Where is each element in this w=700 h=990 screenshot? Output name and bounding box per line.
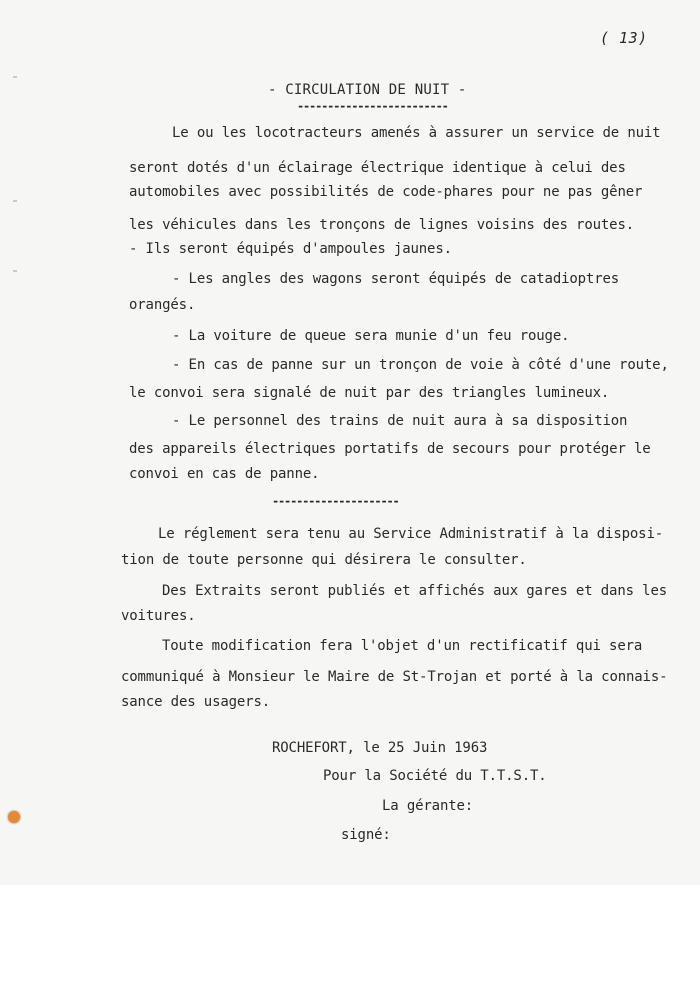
body-line: seront dotés d'un éclairage électrique identique à celui des: [129, 160, 626, 176]
body-line: automobiles avec possibilités de code-phares pour ne pas gêner: [129, 184, 643, 200]
body-line: - Le personnel des trains de nuit aura à sa disposition: [172, 413, 628, 429]
closing-line: Le réglement sera tenu au Service Administratif à la disposi-: [158, 526, 664, 542]
section-title: - CIRCULATION DE NUIT -: [268, 82, 467, 98]
place-date: ROCHEFORT, le 25 Juin 1963: [272, 740, 488, 756]
signature-company: Pour la Société du T.T.S.T.: [323, 768, 547, 784]
body-line: - La voiture de queue sera munie d'un feu rouge.: [172, 328, 570, 344]
body-line: convoi en cas de panne.: [129, 466, 320, 482]
closing-line: sance des usagers.: [121, 694, 271, 710]
body-line: - Ils seront équipés d'ampoules jaunes.: [129, 241, 452, 257]
closing-line: Des Extraits seront publiés et affichés aux gares et dans les: [162, 583, 668, 599]
punch-hole: [8, 811, 20, 823]
body-line: - En cas de panne sur un tronçon de voie à côté d'une route,: [172, 357, 669, 373]
body-line: - Les angles des wagons seront équipés de catadioptres: [172, 271, 620, 287]
body-line: des appareils électriques portatifs de secours pour protéger le: [129, 441, 651, 457]
signature-signed: signé:: [341, 827, 391, 843]
closing-line: voitures.: [121, 608, 196, 624]
body-line: Le ou les locotracteurs amenés à assurer un service de nuit: [172, 125, 661, 141]
body-line: le convoi sera signalé de nuit par des triangles lumineux.: [129, 385, 610, 401]
signature-role: La gérante:: [382, 798, 474, 814]
body-line: orangés.: [129, 297, 196, 313]
closing-line: tion de toute personne qui désirera le consulter.: [121, 552, 527, 568]
closing-line: communiqué à Monsieur le Maire de St-Trojan et porté à la connais-: [121, 669, 668, 685]
scan-mark: [13, 76, 17, 78]
closing-line: Toute modification fera l'objet d'un rectificatif qui sera: [162, 638, 643, 654]
title-underline: -------------------------: [297, 99, 448, 113]
scan-mark: [13, 200, 17, 202]
page-number: ( 13): [600, 29, 648, 47]
scan-mark: [13, 270, 17, 272]
section-separator: ---------------------: [272, 494, 399, 508]
body-line: les véhicules dans les tronçons de lignes voisins des routes.: [129, 217, 635, 233]
